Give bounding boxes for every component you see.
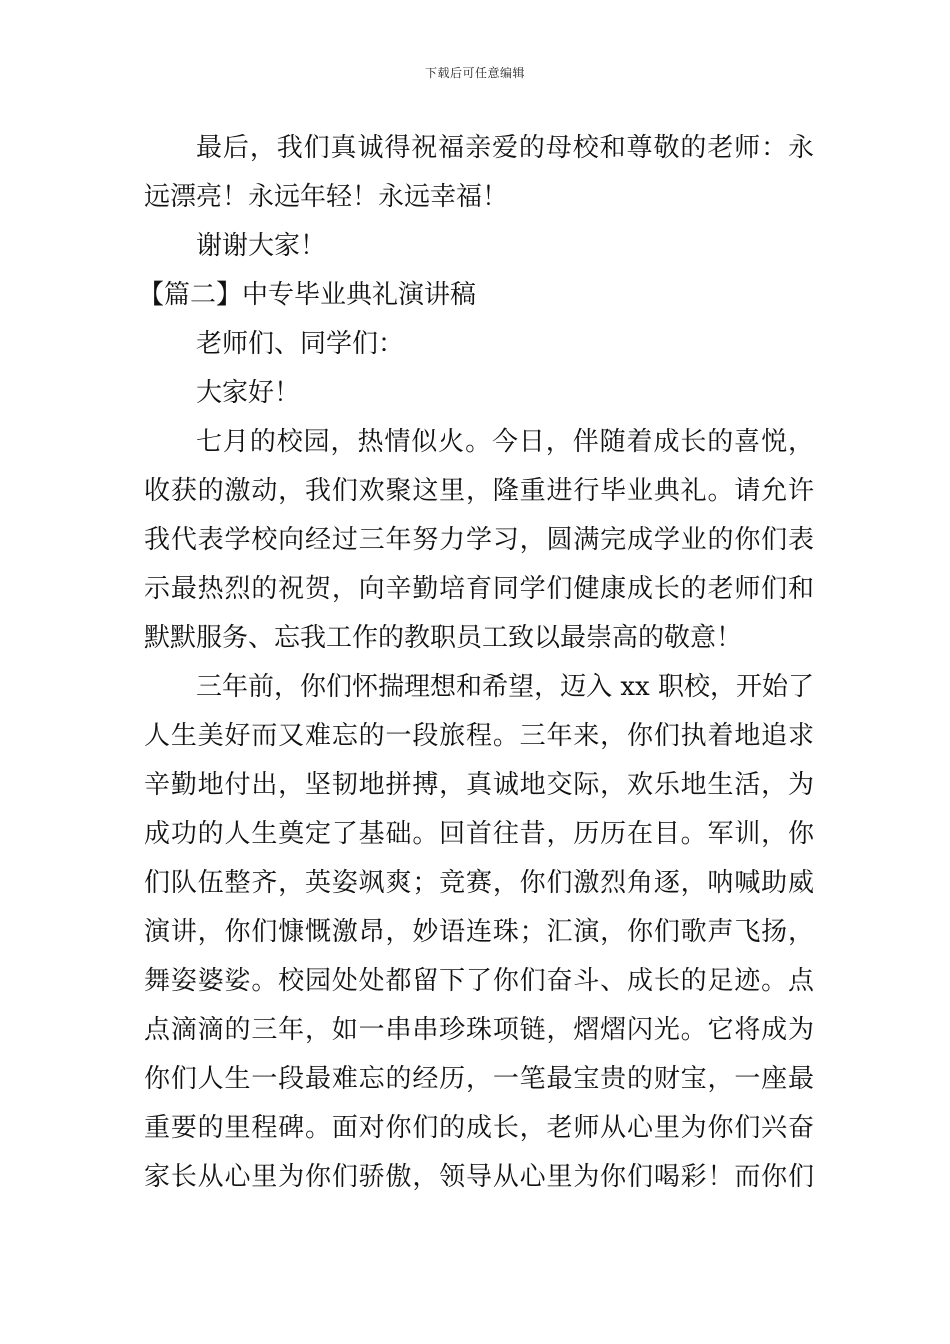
text-line: 老师们、同学们： <box>196 329 405 359</box>
page-header: 下载后可任意编辑 <box>424 66 525 80</box>
document-body <box>138 124 814 1202</box>
text-line: 人生美好而又难忘的一段旅程。三年来，你们执着地追求 <box>144 721 814 751</box>
text-line: 我代表学校向经过三年努力学习，圆满完成学业的你们表 <box>144 525 814 555</box>
text-line: 七月的校园，热情似火。今日，伴随着成长的喜悦， <box>196 427 814 457</box>
text-line: 三年前，你们怀揣理想和希望，迈入 xx 职校，开始了 <box>196 672 814 702</box>
text-line: 舞姿婆娑。校园处处都留下了你们奋斗、成长的足迹。点 <box>144 966 814 996</box>
text-line: 演讲，你们慷慨激昂，妙语连珠；汇演，你们歌声飞扬， <box>144 917 814 947</box>
text-line: 收获的激动，我们欢聚这里，隆重进行毕业典礼。请允许 <box>144 476 814 506</box>
text-line: 重要的里程碑。面对你们的成长，老师从心里为你们兴奋 <box>144 1113 814 1143</box>
text-line: 辛勤地付出，坚韧地拼搏，真诚地交际，欢乐地生活，为 <box>144 770 814 800</box>
text-line: 成功的人生奠定了基础。回首往昔，历历在目。军训，你 <box>144 819 814 849</box>
text-line: 点滴滴的三年，如一串串珍珠项链，熠熠闪光。它将成为 <box>144 1015 814 1045</box>
section-heading: 【篇二】中专毕业典礼演讲稿 <box>138 280 477 310</box>
text-line: 你们人生一段最难忘的经历，一笔最宝贵的财宝，一座最 <box>144 1064 814 1094</box>
text-line: 们队伍整齐，英姿飒爽；竞赛，你们激烈角逐，呐喊助威 <box>144 868 814 898</box>
text-line: 谢谢大家！ <box>196 231 327 261</box>
text-line: 默默服务、忘我工作的教职员工致以最崇高的敬意！ <box>144 623 743 653</box>
text-line: 远漂亮！永远年轻！永远幸福！ <box>144 182 509 212</box>
text-line: 最后，我们真诚得祝福亲爱的母校和尊敬的老师：永 <box>196 133 814 163</box>
text-line: 家长从心里为你们骄傲，领导从心里为你们喝彩！而你们 <box>144 1162 814 1192</box>
text-line: 示最热烈的祝贺，向辛勤培育同学们健康成长的老师们和 <box>144 574 814 604</box>
text-line: 大家好！ <box>196 378 301 408</box>
